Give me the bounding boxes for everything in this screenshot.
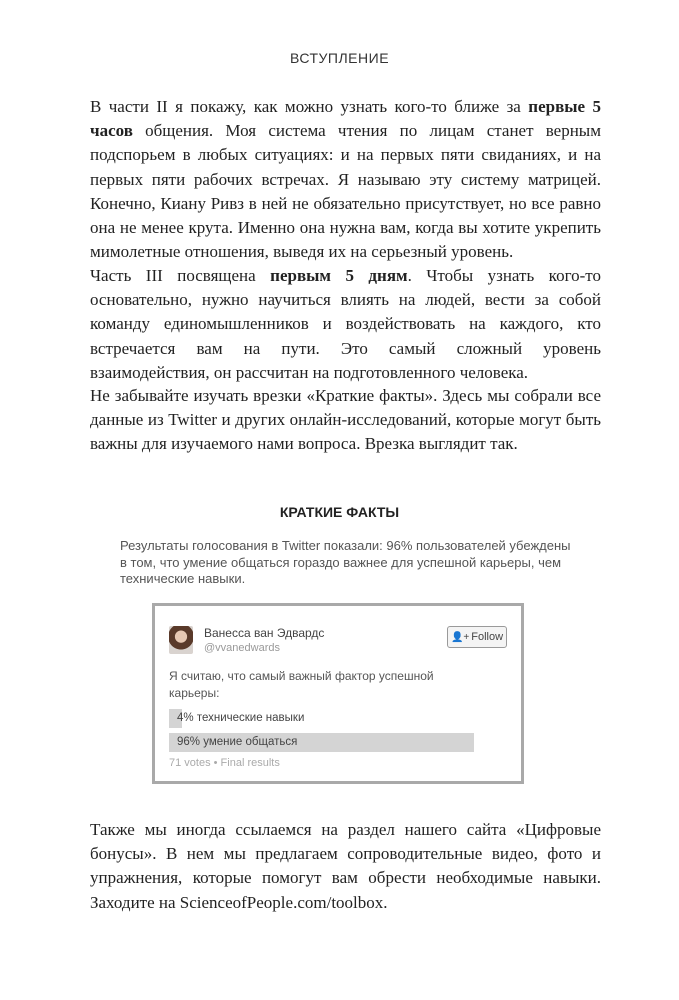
- poll-footer: 71 votes • Final results: [169, 757, 280, 769]
- tweet-author-name: Ванесса ван Эдвардс: [204, 626, 325, 640]
- add-user-icon: 👤+: [450, 631, 470, 643]
- para2-text-c: . Чтобы узнать кого-то основательно, нужно научиться влиять на людей, вести за собой команду единомышленников и воздействовать на каждого, кто встречается вам на пути. Это самый сложный уровень взаимодействия, он рассчитан на подготовленного человека.: [90, 266, 601, 382]
- para2-bold: первым 5 дням: [270, 266, 408, 285]
- para4-text: Также мы иногда ссылаемся на раздел нашего сайта «Цифровые бонусы». В нем мы предлагаем сопроводительные видео, фото и упражнения, которые помогут вам обрести необходимые навыки. Заходите на ScienceofPeople.com/toolbox.: [90, 820, 601, 912]
- paragraph-facts-intro: [90, 384, 601, 457]
- para1-text-c: общения. Моя система чтения по лицам станет верным подспорьем в любых ситуациях: и на первых пяти свиданиях, и на первых пяти рабочих встречах. Я называю эту систему матрицей. Конечно, Киану Ривз в ней не обязательно присутствует, но все равно она не менее крута. Именно она нужна вам, когда вы хотите укрепить мимолетные отношения, выведя их на серьезный уровень.: [90, 121, 601, 262]
- poll-option-label: 96% умение общаться: [177, 736, 298, 748]
- running-header: ВСТУПЛЕНИЕ: [289, 50, 390, 66]
- tweet-text: Я считаю, что самый важный фактор успешной карьеры:: [169, 669, 434, 700]
- paragraph-part-2: [90, 95, 601, 264]
- para3-text: Не забывайте изучать врезки «Краткие факты». Здесь мы собрали все данные из Twitter и других онлайн-исследований, которые могут быть важны для изучаемого нами вопроса. Врезка выглядит так.: [90, 386, 601, 454]
- avatar: [169, 626, 193, 654]
- poll-option: [169, 733, 487, 752]
- para2-text-a: Часть III посвящена: [90, 266, 271, 285]
- poll-option-label: 4% технические навыки: [177, 712, 305, 724]
- para1-text-a: В части II я покажу, как можно узнать кого-то ближе за: [90, 97, 529, 116]
- follow-button[interactable]: [447, 626, 507, 648]
- follow-label: Follow: [471, 631, 504, 643]
- facts-description: Результаты голосования в Twitter показали: 96% пользователей убеждены в том, что умение общаться гораздо важнее для успешной карьеры, чем технические навыки.: [120, 538, 571, 586]
- facts-title: КРАТКИЕ ФАКТЫ: [279, 504, 400, 520]
- poll-option: [169, 709, 487, 728]
- paragraph-part-3: [90, 264, 601, 385]
- tweet-author-handle: @vvanedwards: [204, 642, 280, 654]
- para1-bold: первые 5 часов: [90, 97, 601, 141]
- paragraph-digital-bonuses: [90, 818, 601, 915]
- tweet-card: [152, 603, 524, 784]
